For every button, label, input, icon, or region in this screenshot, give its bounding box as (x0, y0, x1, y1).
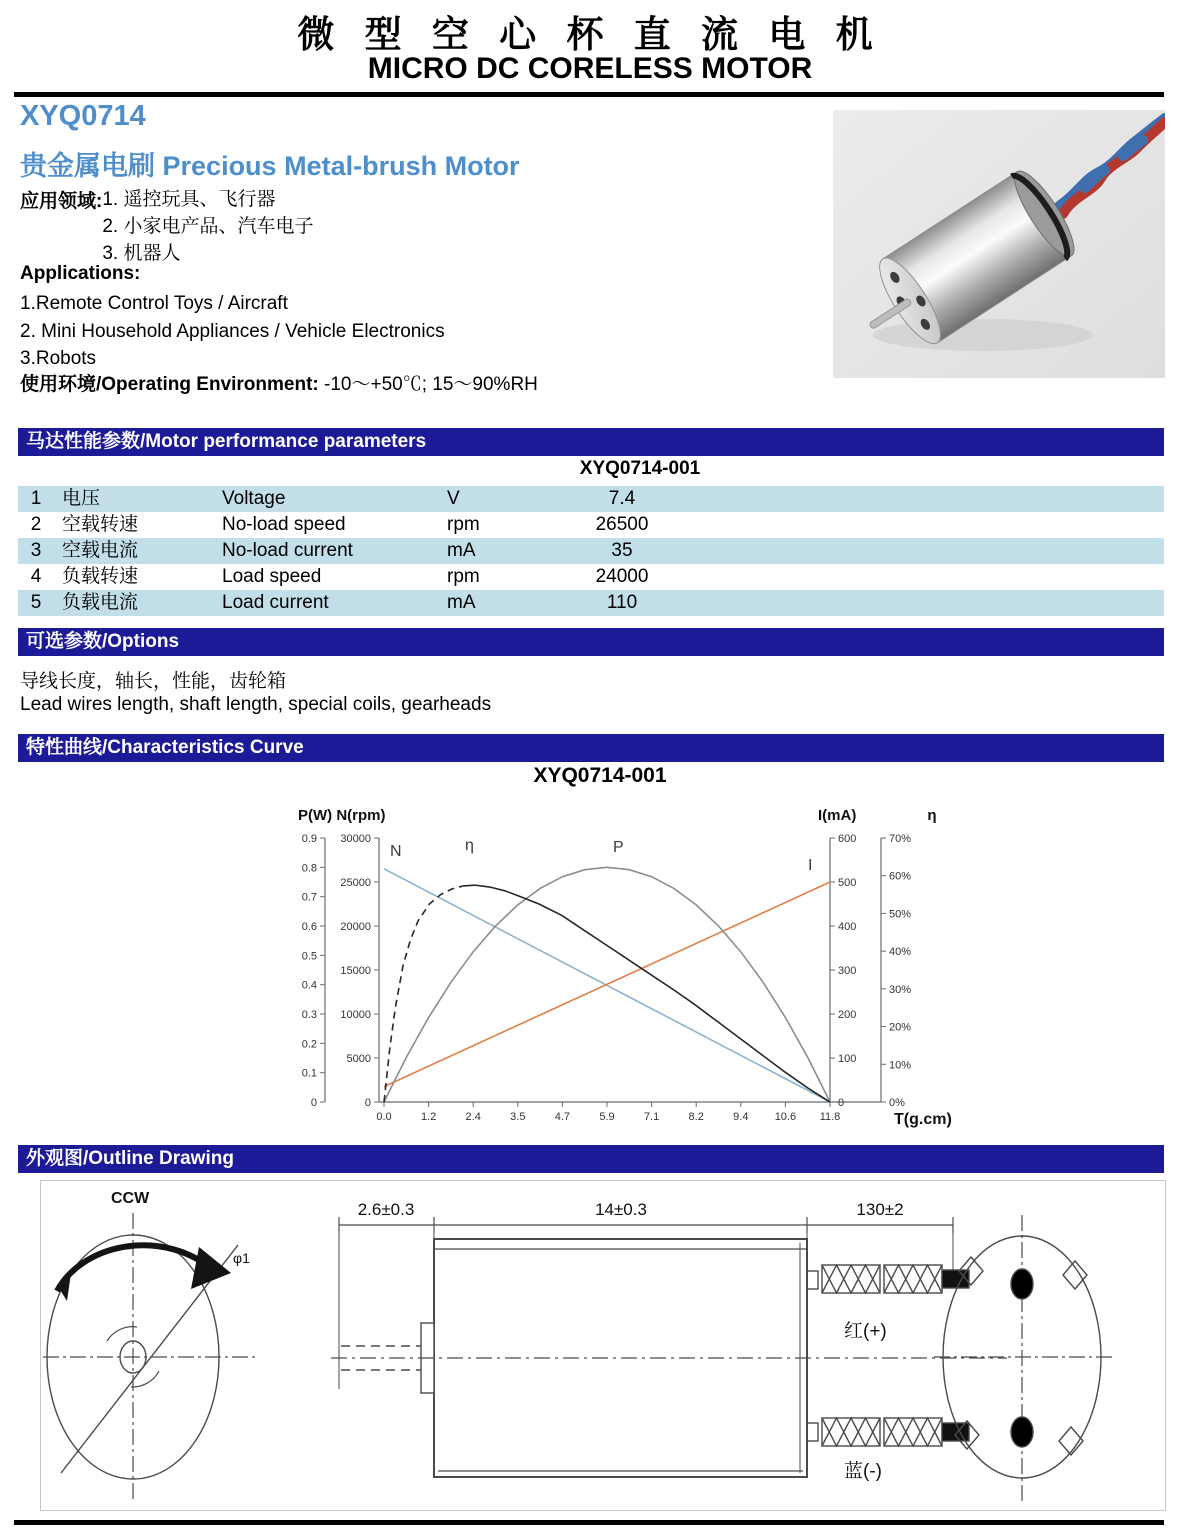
axis-tick: 0 (838, 1097, 845, 1109)
model-number: XYQ0714 (20, 100, 146, 132)
current-axis-title: I(mA) (818, 807, 857, 824)
list-item: 2. Mini Household Appliances / Vehicle Electronics (20, 320, 445, 342)
axis-tick: 0.1 (301, 1067, 317, 1080)
wire-negative-label: 蓝(-) (844, 1461, 882, 1482)
axis-tick: 600 (838, 833, 857, 845)
axis-tick: 30% (889, 983, 912, 996)
axis-tick: 25000 (340, 877, 371, 889)
x-axis-tick: 10.6 (774, 1111, 797, 1123)
table-cell: 4 (30, 566, 42, 587)
table-cell: 35 (611, 540, 633, 561)
axis-tick: 0.8 (301, 862, 317, 875)
axis-tick: 30000 (340, 833, 371, 845)
axis-tick: 300 (838, 965, 857, 977)
axis-tick: 0.2 (301, 1038, 317, 1051)
axis-tick: 0.7 (301, 891, 317, 904)
table-cell: 空载电流 (62, 540, 139, 561)
curve-N (384, 869, 830, 1102)
applications-en-list (20, 290, 445, 373)
x-axis-tick: 0.0 (376, 1111, 392, 1123)
page-title-en: MICRO DC CORELESS MOTOR (367, 52, 813, 85)
product-subtitle (20, 144, 520, 183)
axis-tick: 0.3 (301, 1009, 317, 1021)
axis-tick: 0% (889, 1097, 905, 1109)
axis-tick: 400 (838, 921, 857, 933)
table-row (18, 486, 1164, 512)
wire-positive-label: 红(+) (844, 1321, 887, 1342)
table-cell: Load current (222, 592, 329, 613)
applications-cn-list (102, 186, 313, 267)
footer-divider (14, 1520, 1164, 1525)
table-cell: 5 (30, 592, 42, 613)
efficiency-axis-title: η (927, 807, 937, 824)
table-cell: 26500 (595, 514, 649, 535)
terminal-dot-top (1011, 1269, 1033, 1299)
terminal-dot-bottom (1011, 1417, 1033, 1447)
x-axis-tick: 2.4 (465, 1111, 481, 1123)
table-cell: rpm (447, 514, 480, 535)
table-cell: 1 (30, 488, 42, 509)
dim-body-length: 14±0.3 (595, 1200, 647, 1219)
operating-environment-value: -10～+50℃; 15～90%RH (318, 374, 538, 395)
list-item: 1. 遥控玩具、飞行器 (102, 189, 276, 210)
table-row (18, 590, 1164, 616)
x-axis-tick: 4.7 (554, 1111, 571, 1123)
header-divider (14, 92, 1164, 97)
list-item: 3.Robots (20, 348, 97, 369)
chart-title: XYQ0714-001 (533, 764, 667, 787)
left-axis-title: P(W) N(rpm) (298, 807, 386, 824)
axis-tick: 70% (889, 833, 912, 845)
x-axis-tick: 1.2 (420, 1111, 437, 1123)
section-header-performance: 马达性能参数/Motor performance parameters (18, 428, 1164, 456)
table-cell: 110 (606, 592, 638, 613)
table-cell: V (447, 488, 460, 509)
table-row (18, 538, 1164, 564)
table-cell: 负载电流 (62, 592, 139, 613)
axis-tick: 0 (310, 1097, 317, 1109)
product-subtitle-en: Precious Metal-brush Motor (162, 151, 520, 181)
table-cell: 空载转速 (62, 514, 139, 535)
shaft-diameter-label: φ1 (233, 1250, 250, 1266)
axis-tick: 5000 (346, 1053, 371, 1065)
outline-drawing-svg (41, 1181, 1165, 1510)
table-cell: rpm (447, 566, 480, 587)
table-cell: Voltage (222, 488, 286, 509)
axis-tick: 15000 (340, 965, 371, 977)
table-cell: 7.4 (608, 488, 636, 509)
curve-label-P: P (613, 839, 624, 856)
operating-environment (20, 369, 538, 396)
outline-drawing (40, 1180, 1166, 1511)
applications-cn-label: 应用领域: (20, 191, 103, 212)
x-axis-title: T(g.cm) (894, 1111, 952, 1128)
curve-η-dashed (384, 886, 463, 1102)
options-line-cn: 导线长度，轴长，性能，齿轮箱 (20, 671, 287, 692)
list-item: 1.Remote Control Toys / Aircraft (20, 293, 288, 314)
table-cell: 负载转速 (62, 566, 139, 587)
curve-label-η: η (465, 837, 474, 854)
product-subtitle-cn: 贵金属电刷 (20, 151, 155, 181)
axis-tick: 200 (838, 1009, 857, 1021)
table-cell: 3 (30, 540, 42, 561)
table-row (18, 564, 1164, 590)
x-axis-tick: 9.4 (733, 1111, 749, 1123)
variant-label: XYQ0714-001 (579, 458, 701, 479)
axis-tick: 500 (838, 877, 857, 889)
applications-en-label: Applications: (20, 263, 141, 284)
axis-tick: 0.5 (301, 950, 317, 963)
table-cell: 2 (30, 514, 42, 535)
x-axis-tick: 5.9 (599, 1111, 615, 1123)
table-cell: mA (447, 592, 476, 613)
table-cell: Load speed (222, 566, 322, 587)
performance-table (18, 486, 1164, 616)
lead-wire-positive (807, 1265, 969, 1293)
dim-wire-length: 130±2 (856, 1200, 904, 1219)
x-axis-tick: 11.8 (819, 1111, 841, 1123)
lead-wire-negative (807, 1418, 969, 1446)
axis-tick: 0.4 (301, 979, 317, 992)
operating-environment-label: 使用环境/Operating Environment: (20, 374, 319, 395)
axis-tick: 10% (889, 1059, 912, 1072)
table-cell: 电压 (62, 488, 101, 509)
options-line-en: Lead wires length, shaft length, special coils, gearheads (20, 694, 492, 715)
list-item: 3. 机器人 (102, 243, 181, 264)
axis-tick: 10000 (340, 1009, 371, 1021)
table-cell: No-load speed (222, 514, 346, 535)
table-row (18, 512, 1164, 538)
axis-tick: 60% (889, 870, 912, 883)
motor-photo-illustration (833, 110, 1165, 378)
x-axis-tick: 8.2 (688, 1111, 704, 1123)
axis-tick: 0.9 (301, 833, 317, 845)
curve-label-N: N (390, 843, 402, 860)
axis-tick: 40% (889, 946, 912, 959)
characteristics-chart (280, 790, 1020, 1140)
list-item: 2. 小家电产品、汽车电子 (102, 216, 314, 237)
applications-cn (20, 186, 313, 267)
x-axis-tick: 7.1 (643, 1111, 660, 1123)
axis-tick: 0 (364, 1097, 371, 1109)
table-cell: No-load current (222, 540, 353, 561)
section-header-options: 可选参数/Options (18, 628, 1164, 656)
table-cell: 24000 (595, 566, 649, 587)
section-header-curve: 特性曲线/Characteristics Curve (18, 734, 1164, 762)
dim-shaft-length: 2.6±0.3 (357, 1200, 415, 1219)
product-photo (833, 110, 1165, 378)
page-title-cn: 微 型 空 心 杯 直 流 电 机 (297, 14, 883, 55)
axis-tick: 0.6 (301, 921, 317, 933)
x-axis-tick: 3.5 (510, 1111, 526, 1123)
ccw-arrow-head (191, 1247, 231, 1289)
axis-tick: 50% (889, 908, 912, 921)
rotation-direction-label: CCW (111, 1190, 150, 1207)
curve-η (463, 885, 830, 1102)
axis-tick: 100 (838, 1053, 857, 1065)
table-cell: mA (447, 540, 476, 561)
axis-tick: 20000 (340, 921, 371, 933)
axis-tick: 20% (889, 1021, 912, 1034)
curve-label-I: I (808, 857, 813, 874)
section-header-outline: 外观图/Outline Drawing (18, 1145, 1164, 1173)
